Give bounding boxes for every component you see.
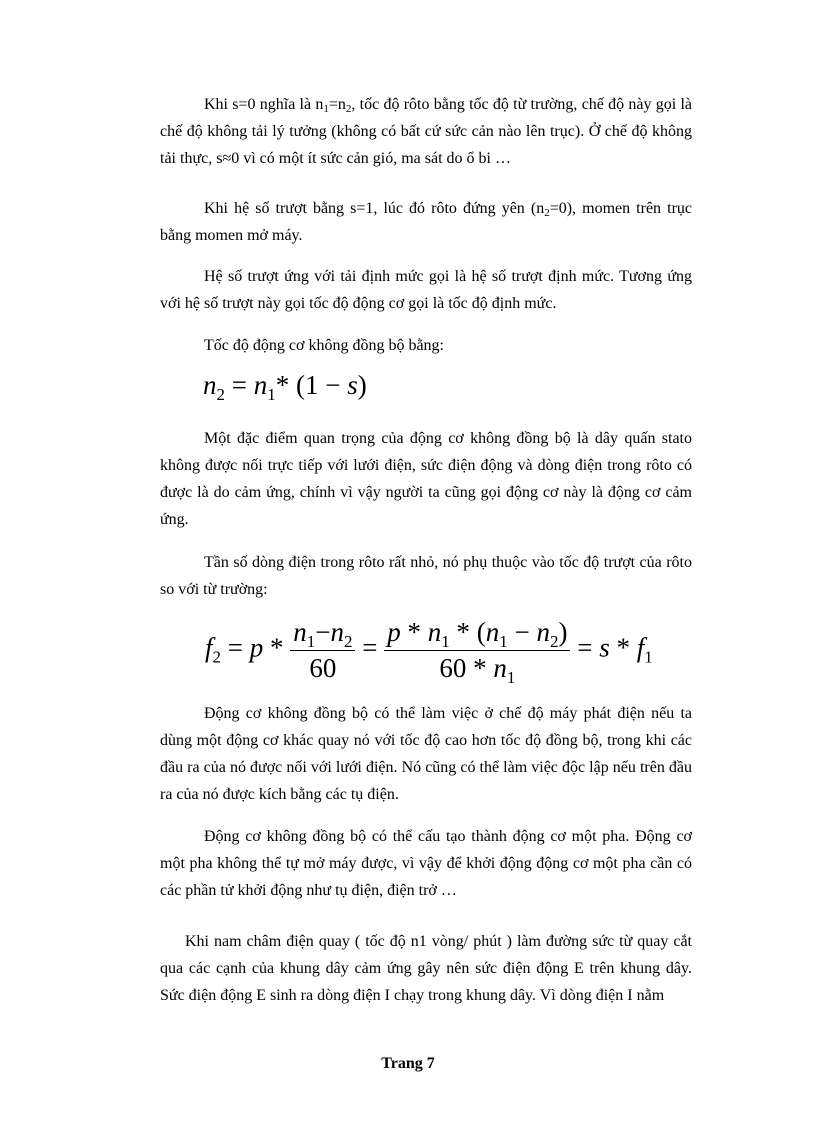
paragraph-rated-slip: Hệ số trượt ứng với tải định mức gọi là hệ số trượt định mức. Tương ứng với hệ số trượt này gọi tốc độ động cơ gọi là tốc độ định mức.	[160, 268, 692, 312]
fraction-two: $\frac{p * n_1 * (n_1 - n_2)}{60 * n_1}$	[384, 617, 570, 684]
paragraph-slip-one: Khi hệ số trượt bằng s=1, lúc đó rôto đứng yên $(n_2=0)$, momen trên trục bằng momen mở máy.	[160, 200, 693, 244]
paragraph-electromagnet: Khi nam châm điện quay ( tốc độ n1 vòng/ phút ) làm đường sức từ quay cắt qua các cạnh của khung dây cảm ứng gây nên sức điện động E trên khung dây. Sức điện động E sinh ra dòng điện I chạy trong khung dây. Vì dòng điện I nằm	[160, 933, 692, 1004]
paragraph-generator-mode: Động cơ không đồng bộ có thể làm việc ở chế độ máy phát điện nếu ta dùng một động cơ khác quay nó với tốc độ cao hơn tốc độ đồng bộ, trong khi các đầu ra của nó được nối với lưới điện. Nó cũng có thể làm việc độc lập nếu trên đầu ra của nó được kích bằng các tụ điện.	[160, 705, 692, 803]
paragraph-rotor-frequency: Tần số dòng điện trong rôto rất nhỏ, nó phụ thuộc vào tốc độ trượt của rôto so với từ trường:	[160, 554, 692, 598]
formula-speed: $n_2 = n_1*$ (1 − s)	[203, 370, 367, 404]
paragraph-induction: Một đặc điểm quan trọng của động cơ không đồng bộ là dây quấn stato không được nối trực tiếp với lưới điện, sức điện động và dòng điện trong rôto có được là do cảm ứng, chính vì vậy người ta cũng gọi động cơ này là động cơ cảm ứng.	[160, 430, 692, 528]
fraction-one: $\frac{n_1-n_2}{60}$	[290, 617, 355, 684]
paragraph-single-phase: Động cơ không đồng bộ có thể cấu tạo thành động cơ một pha. Động cơ một pha không thể tự mở máy được, vì vậy để khởi động động cơ một pha cần có các phần tử khởi động như tụ điện, điện trở …	[160, 828, 692, 899]
formula-frequency: $f_2 = p$ * $\frac{n_1-n_2}{60}$ = $\frac{p * n_1 * (n_1 - n_2)}{60 * n_1}$ = s * $f_1$	[205, 617, 653, 687]
paragraph-no-load: Khi s=0 nghĩa là $n_1=n_2$, tốc độ rôto bằng tốc độ từ trường, chế độ này gọi là chế độ không tải lý tưởng (không có bất cứ sức cản nào lên trục). Ở chế độ không tải thực, s≈0 vì có một ít sức cản gió, ma sát do ổ bi …	[160, 96, 693, 167]
page-number: Trang 7	[381, 1055, 435, 1072]
paragraph-speed-intro: Tốc độ động cơ không đồng bộ bằng:	[204, 337, 444, 354]
